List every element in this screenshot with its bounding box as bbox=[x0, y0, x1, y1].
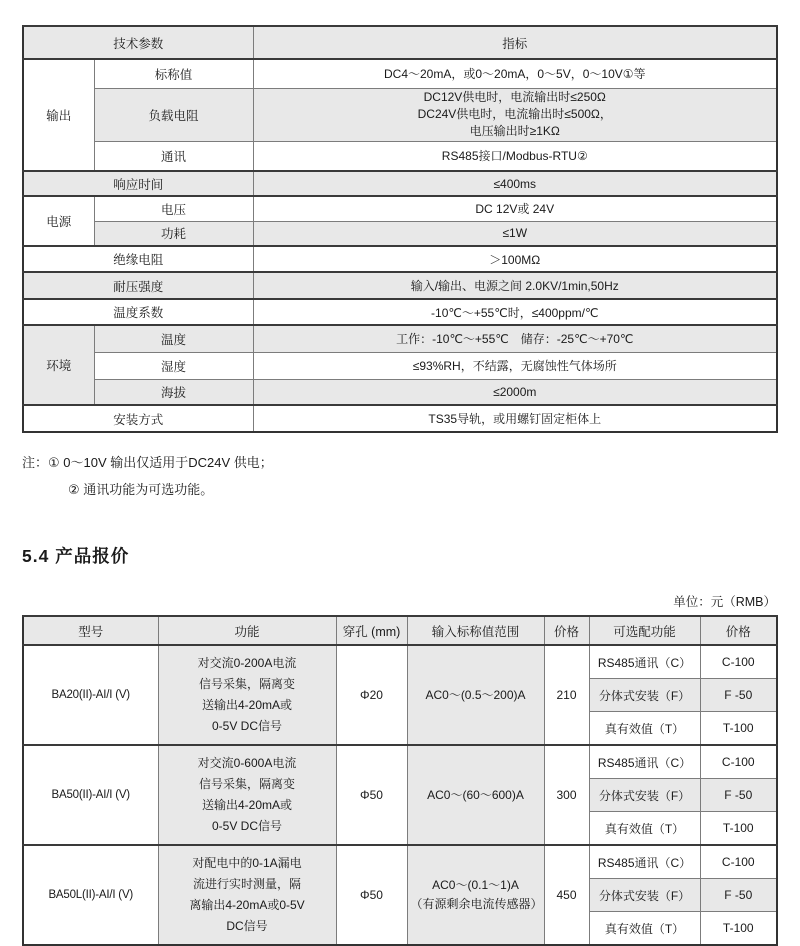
spec-value-temp-coeff: -10℃～+55℃时，≤400ppm/℃ bbox=[253, 299, 777, 325]
function-line: 0-5V DC信号 bbox=[211, 819, 282, 833]
price-row-ba50l-option-2-price: T-100 bbox=[700, 912, 777, 946]
spec-row-load-resistance bbox=[23, 88, 777, 141]
price-header-hole: 穿孔 (mm) bbox=[336, 616, 407, 645]
price-header-option-price: 价格 bbox=[700, 616, 777, 645]
spec-value-response-time: ≤400ms bbox=[253, 171, 777, 196]
price-row-ba50-option-2-price: T-100 bbox=[700, 812, 777, 846]
spec-label-nominal: 标称值 bbox=[94, 59, 253, 88]
spec-row-altitude bbox=[23, 379, 777, 405]
price-header-function: 功能 bbox=[158, 616, 336, 645]
spec-header-row bbox=[23, 26, 777, 59]
price-table bbox=[22, 615, 778, 946]
price-row-ba50l-price: 450 bbox=[544, 845, 589, 945]
price-row-ba20-option-0-name: RS485通讯（C） bbox=[589, 645, 700, 679]
price-header-optional: 可选配功能 bbox=[589, 616, 700, 645]
price-row-ba50l-option-0-price: C-100 bbox=[700, 845, 777, 879]
function-line: 对配电中的0-1A漏电 bbox=[192, 856, 302, 870]
price-row-ba50l-option-0-name: RS485通讯（C） bbox=[589, 845, 700, 879]
price-row-ba20-model: BA20(II)-AI/I (V) bbox=[23, 645, 158, 745]
input-range-line: （有源剩余电流传感器） bbox=[410, 897, 543, 911]
spec-value-humidity: ≤93%RH，不结露，无腐蚀性气体场所 bbox=[253, 352, 777, 379]
price-row-ba50l-option-2-name: 真有效值（T） bbox=[589, 912, 700, 946]
spec-label-communication: 通讯 bbox=[94, 141, 253, 171]
spec-header-value: 指标 bbox=[253, 26, 777, 59]
spec-row-response-time bbox=[23, 171, 777, 196]
price-row-ba50l-option-1-price: F -50 bbox=[700, 879, 777, 912]
function-line: 流进行实时测量，隔 bbox=[192, 877, 301, 891]
spec-value-voltage: DC 12V或 24V bbox=[253, 196, 777, 221]
spec-label-withstand: 耐压强度 bbox=[23, 272, 253, 299]
spec-row-mounting bbox=[23, 405, 777, 432]
footnote-1: 注：① 0～10V 输出仅适用于DC24V 供电； bbox=[22, 455, 273, 470]
price-row-ba20-option-1-price: F -50 bbox=[700, 679, 777, 712]
price-row-ba20-option-2-name: 真有效值（T） bbox=[589, 712, 700, 746]
price-row-ba50-option-0-name: RS485通讯（C） bbox=[589, 745, 700, 779]
price-row-ba20-function bbox=[158, 645, 336, 745]
spec-group-environment: 环境 bbox=[23, 325, 94, 405]
function-line: 0-5V DC信号 bbox=[211, 719, 282, 733]
spec-value-nominal: DC4～20mA，或0～20mA，0～5V，0～10V①等 bbox=[253, 59, 777, 88]
function-line: 送输出4-20mA或 bbox=[201, 798, 293, 812]
load-res-line3: 电压输出时≥1KΩ bbox=[469, 124, 560, 138]
price-row-ba50-input-range bbox=[407, 745, 544, 845]
price-row-ba20-option-1-name: 分体式安装（F） bbox=[589, 679, 700, 712]
spec-row-withstand bbox=[23, 272, 777, 299]
function-line: 对交流0-200A电流 bbox=[197, 656, 297, 670]
spec-value-altitude: ≤2000m bbox=[253, 379, 777, 405]
spec-group-output: 输出 bbox=[23, 59, 94, 171]
price-row-ba50l-option-1-name: 分体式安装（F） bbox=[589, 879, 700, 912]
price-row-ba20-option-2-price: T-100 bbox=[700, 712, 777, 746]
function-line: 信号采集，隔离变 bbox=[198, 777, 295, 791]
spec-header-param: 技术参数 bbox=[23, 26, 253, 59]
price-header-row bbox=[23, 616, 777, 645]
spec-row-voltage bbox=[23, 196, 777, 221]
price-row-ba50l-hole: Φ50 bbox=[336, 845, 407, 945]
price-row-ba20-price: 210 bbox=[544, 645, 589, 745]
price-row-ba20-hole: Φ20 bbox=[336, 645, 407, 745]
spec-row-humidity bbox=[23, 352, 777, 379]
spec-value-power-consumption: ≤1W bbox=[253, 221, 777, 246]
spec-value-insulation: ＞100MΩ bbox=[253, 246, 777, 272]
spec-table bbox=[22, 25, 778, 433]
price-header-model: 型号 bbox=[23, 616, 158, 645]
spec-label-insulation: 绝缘电阻 bbox=[23, 246, 253, 272]
load-res-line2: DC24V供电时，电流输出时≤500Ω， bbox=[417, 107, 612, 121]
load-res-line1: DC12V供电时，电流输出时≤250Ω bbox=[423, 90, 606, 104]
spec-label-load-resistance: 负载电阻 bbox=[94, 88, 253, 141]
spec-row-power-consumption bbox=[23, 221, 777, 246]
function-line: 信号采集，隔离变 bbox=[198, 677, 295, 691]
spec-row-communication bbox=[23, 141, 777, 171]
input-range-line: AC0～(0.5～200)A bbox=[425, 687, 526, 702]
price-row-ba50-option-1-name: 分体式安装（F） bbox=[589, 779, 700, 812]
spec-label-mounting: 安装方式 bbox=[23, 405, 253, 432]
unit-label: 单位：元（RMB） bbox=[673, 595, 776, 609]
function-line: 对交流0-600A电流 bbox=[197, 756, 297, 770]
spec-value-mounting: TS35导轨，或用螺钉固定柜体上 bbox=[253, 405, 777, 432]
spec-row-nominal bbox=[23, 59, 777, 88]
price-row-ba50-price: 300 bbox=[544, 745, 589, 845]
spec-group-power: 电源 bbox=[23, 196, 94, 246]
input-range-line: AC0～(60～600)A bbox=[427, 787, 524, 802]
price-row-ba50 bbox=[23, 745, 777, 779]
spec-row-insulation bbox=[23, 246, 777, 272]
spec-value-temperature: 工作：-10℃～+55℃ 储存：-25℃～+70℃ bbox=[253, 325, 777, 352]
spec-label-humidity: 湿度 bbox=[94, 352, 253, 379]
price-row-ba20-option-0-price: C-100 bbox=[700, 645, 777, 679]
function-line: DC信号 bbox=[226, 919, 268, 933]
spec-row-temperature bbox=[23, 325, 777, 352]
function-line: 送输出4-20mA或 bbox=[201, 698, 293, 712]
section-heading: 5.4 产品报价 bbox=[22, 546, 130, 566]
price-row-ba50l-model: BA50L(II)-AI/I (V) bbox=[23, 845, 158, 945]
spec-label-temp-coeff: 温度系数 bbox=[23, 299, 253, 325]
spec-row-temp-coeff bbox=[23, 299, 777, 325]
spec-value-withstand: 输入/输出、电源之间 2.0KV/1min,50Hz bbox=[253, 272, 777, 299]
price-row-ba50-function bbox=[158, 745, 336, 845]
price-row-ba50l-input-range bbox=[407, 845, 544, 945]
spec-value-load-resistance bbox=[253, 88, 777, 141]
price-row-ba50-hole: Φ50 bbox=[336, 745, 407, 845]
price-row-ba50-option-2-name: 真有效值（T） bbox=[589, 812, 700, 846]
price-header-input-range: 输入标称值范围 bbox=[407, 616, 544, 645]
price-row-ba50-option-0-price: C-100 bbox=[700, 745, 777, 779]
price-row-ba50-model: BA50(II)-AI/I (V) bbox=[23, 745, 158, 845]
footnote-2: ② 通讯功能为可选功能。 bbox=[68, 482, 214, 497]
price-row-ba50l-function bbox=[158, 845, 336, 945]
spec-label-altitude: 海拔 bbox=[94, 379, 253, 405]
footnotes bbox=[22, 449, 778, 503]
spec-label-response-time: 响应时间 bbox=[23, 171, 253, 196]
spec-label-voltage: 电压 bbox=[94, 196, 253, 221]
spec-label-power-consumption: 功耗 bbox=[94, 221, 253, 246]
spec-value-communication: RS485接口/Modbus-RTU② bbox=[253, 141, 777, 171]
price-header-price: 价格 bbox=[544, 616, 589, 645]
price-row-ba20 bbox=[23, 645, 777, 679]
price-row-ba50l bbox=[23, 845, 777, 879]
spec-label-temperature: 温度 bbox=[94, 325, 253, 352]
function-line: 离输出4-20mA或0-5V bbox=[189, 898, 305, 912]
price-row-ba20-input-range bbox=[407, 645, 544, 745]
price-row-ba50-option-1-price: F -50 bbox=[700, 779, 777, 812]
input-range-line: AC0～(0.1～1)A bbox=[432, 878, 519, 892]
